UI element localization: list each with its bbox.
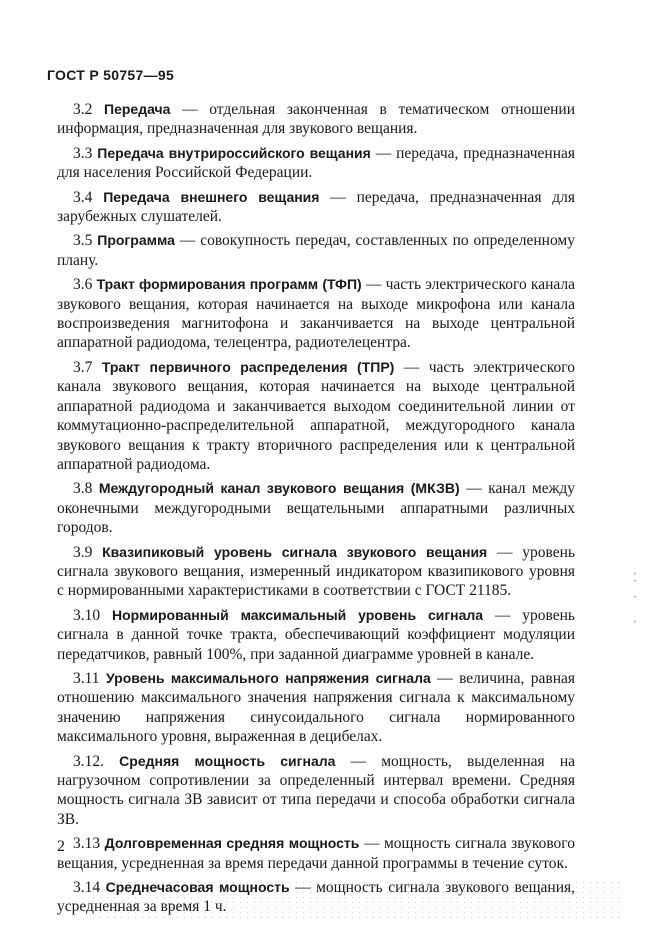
definition-text: — передача, предназначенная для зарубежных слушателей. (57, 188, 576, 226)
page-number: 2 (57, 838, 65, 855)
definition-3-10 (57, 606, 575, 664)
definition-text: — мощность сигнала звукового вещания, усредненная за время 1 ч. (57, 879, 576, 916)
definition-text: — часть электрического канала звукового вещания, которая начинается на выходе центральной аппаратной радиодома и заканчивается выходом соединительной линии от коммутационно-распределительной аппаратной, междугородного канала звукового вещания к тракту вторичного распределения или к центральной аппаратной радиодома. (57, 358, 576, 473)
definitions-list (57, 100, 575, 922)
definition-term: Передача внутрироссийского вещания (97, 144, 371, 161)
definition-3-2 (57, 100, 575, 139)
definition-text: — канал между оконечными междугородными вещательными аппаратными различных городов. (57, 480, 575, 537)
definition-text: — величина, равная отношению максимального значения напряжения сигнала к максимальному значению напряжения синусоидального сигнала нормированного максимального уровня, выраженная в децибелах. (57, 669, 576, 746)
definition-number: 3.12. (73, 752, 104, 770)
definition-number: 3.4 (73, 188, 93, 206)
document-header: ГОСТ Р 50757—95 (47, 67, 175, 83)
definition-text: — отдельная законченная в тематическом отношении информация, предназначенная для звукового вещания. (57, 101, 576, 138)
definition-3-5 (57, 231, 575, 270)
definition-3-12 (57, 752, 575, 830)
definition-number: 3.10 (73, 606, 101, 624)
definition-3-3 (57, 144, 575, 183)
definition-term: Средняя мощность сигнала (119, 752, 336, 769)
definition-3-11 (57, 669, 575, 747)
definition-number: 3.9 (73, 543, 93, 561)
definition-3-6 (57, 275, 575, 353)
definition-number: 3.11 (73, 669, 100, 687)
definition-number: 3.6 (73, 276, 93, 294)
margin-scan-marks: ˌ ˈ ˈ ˌ (633, 561, 637, 623)
definition-text: — уровень сигнала в данной точке тракта, обеспечивающий коэффициент модуляции передатчиков, равный 100%, при заданной диаграмме уровней в канале. (57, 606, 575, 663)
definition-term: Квазипиковый уровень сигнала звукового вещания (102, 543, 488, 560)
definition-term: Программа (97, 232, 175, 249)
definition-text: — мощность, выделенная на нагрузочном сопротивлении за определенный интервал времени. Средняя мощность сигнала ЗВ зависит от типа передачи и способа обработки сигнала ЗВ. (57, 752, 575, 828)
definition-3-9 (57, 543, 575, 601)
definition-number: 3.3 (73, 144, 93, 162)
definition-term: Тракт первичного распределения (ТПР) (101, 358, 395, 375)
definition-number: 3.13 (73, 835, 101, 853)
definition-term: Среднечасовая мощность (105, 879, 290, 896)
definition-text: — часть электрического канала звукового вещания, которая начинается на выходе микрофона или канала воспроизведения магнитофона и заканчивается на выходе центральной аппаратной радиодома, телецентра, радиотелецентра. (57, 276, 575, 352)
definition-term: Междугородный канал звукового вещания (МКЗВ) (98, 480, 460, 497)
definition-term: Долговременная средняя мощность (104, 835, 360, 852)
definition-term: Передача (104, 101, 171, 117)
definition-3-4 (57, 188, 575, 227)
definition-text: — передача, предназначенная для населения Российской Федерации. (57, 144, 576, 182)
definition-3-8 (57, 479, 575, 537)
definition-term: Передача внешнего вещания (103, 188, 320, 205)
definition-text: — совокупность передач, составленных по определенному плану. (57, 232, 575, 269)
definition-number: 3.2 (73, 101, 93, 118)
definition-text: — уровень сигнала звукового вещания, измеренный индикатором квазипикового уровня с нормированными характеристиками в соответствии с ГОСТ 21185. (57, 543, 575, 600)
definition-3-13 (57, 834, 575, 873)
definition-term: Тракт формирования программ (ТФП) (96, 276, 362, 293)
definition-number: 3.5 (73, 232, 93, 250)
scan-noise (90, 880, 620, 920)
definition-text: — мощность сигнала звукового вещания, усредненная за время передачи данной программы в течение суток. (57, 835, 576, 872)
definition-number: 3.14 (73, 879, 101, 897)
definition-number: 3.8 (73, 480, 93, 498)
definition-term: Уровень максимального напряжения сигнала (105, 669, 431, 686)
definition-term: Нормированный максимальный уровень сигнала (111, 606, 484, 623)
definition-number: 3.7 (73, 358, 93, 376)
definition-3-7 (57, 358, 575, 474)
